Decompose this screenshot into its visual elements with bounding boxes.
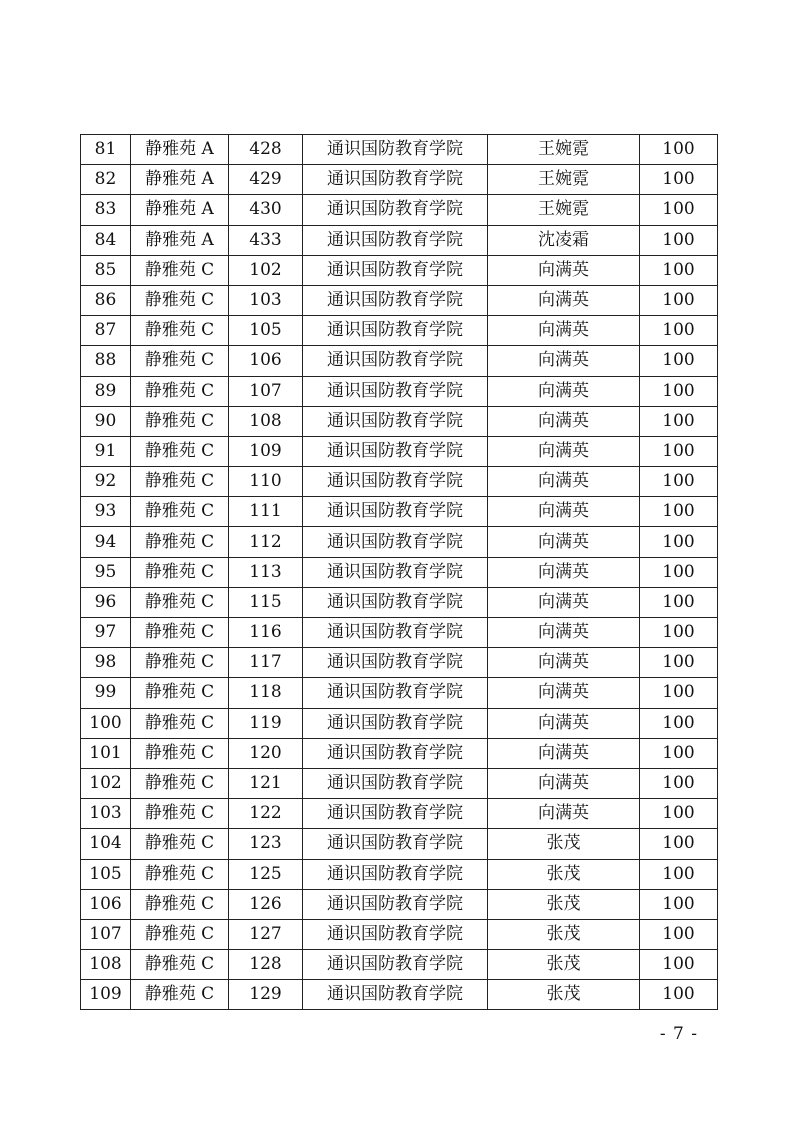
college-cell: 通识国防教育学院 [303, 587, 488, 617]
building-cell: 静雅苑 C [131, 950, 229, 980]
score-cell: 100 [640, 346, 718, 376]
building-cell: 静雅苑 C [131, 829, 229, 859]
room-number-cell: 115 [229, 587, 303, 617]
building-cell: 静雅苑 C [131, 587, 229, 617]
room-number-cell: 102 [229, 255, 303, 285]
inspector-name-cell: 王婉霓 [488, 135, 640, 165]
score-cell: 100 [640, 648, 718, 678]
inspector-name-cell: 向满英 [488, 678, 640, 708]
college-cell: 通识国防教育学院 [303, 467, 488, 497]
score-cell: 100 [640, 829, 718, 859]
page-number: - 7 - [659, 1024, 698, 1044]
college-cell: 通识国防教育学院 [303, 165, 488, 195]
table-row [81, 467, 718, 497]
row-index-cell: 87 [81, 316, 131, 346]
table-row [81, 980, 718, 1010]
score-cell: 100 [640, 135, 718, 165]
row-index-cell: 89 [81, 376, 131, 406]
college-cell: 通识国防教育学院 [303, 406, 488, 436]
score-cell: 100 [640, 587, 718, 617]
room-number-cell: 108 [229, 406, 303, 436]
building-cell: 静雅苑 C [131, 859, 229, 889]
room-number-cell: 429 [229, 165, 303, 195]
inspector-name-cell: 向满英 [488, 799, 640, 829]
score-cell: 100 [640, 738, 718, 768]
building-cell: 静雅苑 C [131, 316, 229, 346]
building-cell: 静雅苑 C [131, 255, 229, 285]
row-index-cell: 84 [81, 225, 131, 255]
college-cell: 通识国防教育学院 [303, 376, 488, 406]
row-index-cell: 90 [81, 406, 131, 436]
inspector-name-cell: 向满英 [488, 406, 640, 436]
table-row [81, 829, 718, 859]
room-number-cell: 122 [229, 799, 303, 829]
room-number-cell: 125 [229, 859, 303, 889]
table-row [81, 587, 718, 617]
room-number-cell: 110 [229, 467, 303, 497]
score-cell: 100 [640, 225, 718, 255]
table-row [81, 255, 718, 285]
row-index-cell: 92 [81, 467, 131, 497]
score-cell: 100 [640, 618, 718, 648]
row-index-cell: 82 [81, 165, 131, 195]
table-row [81, 225, 718, 255]
room-number-cell: 119 [229, 708, 303, 738]
row-index-cell: 95 [81, 557, 131, 587]
row-index-cell: 85 [81, 255, 131, 285]
college-cell: 通识国防教育学院 [303, 889, 488, 919]
row-index-cell: 98 [81, 648, 131, 678]
room-number-cell: 118 [229, 678, 303, 708]
score-cell: 100 [640, 436, 718, 466]
table-row [81, 889, 718, 919]
table-row [81, 708, 718, 738]
table-row [81, 285, 718, 315]
inspector-name-cell: 张茂 [488, 980, 640, 1010]
inspector-name-cell: 向满英 [488, 557, 640, 587]
score-cell: 100 [640, 316, 718, 346]
building-cell: 静雅苑 C [131, 738, 229, 768]
building-cell: 静雅苑 C [131, 436, 229, 466]
inspector-name-cell: 王婉霓 [488, 165, 640, 195]
college-cell: 通识国防教育学院 [303, 980, 488, 1010]
score-cell: 100 [640, 376, 718, 406]
table-row [81, 316, 718, 346]
building-cell: 静雅苑 C [131, 678, 229, 708]
row-index-cell: 81 [81, 135, 131, 165]
score-cell: 100 [640, 708, 718, 738]
inspector-name-cell: 向满英 [488, 768, 640, 798]
college-cell: 通识国防教育学院 [303, 195, 488, 225]
college-cell: 通识国防教育学院 [303, 225, 488, 255]
inspector-name-cell: 向满英 [488, 467, 640, 497]
inspector-name-cell: 向满英 [488, 618, 640, 648]
score-cell: 100 [640, 165, 718, 195]
inspector-name-cell: 向满英 [488, 527, 640, 557]
room-number-cell: 128 [229, 950, 303, 980]
college-cell: 通识国防教育学院 [303, 919, 488, 949]
row-index-cell: 102 [81, 768, 131, 798]
inspector-name-cell: 张茂 [488, 889, 640, 919]
row-index-cell: 104 [81, 829, 131, 859]
row-index-cell: 93 [81, 497, 131, 527]
row-index-cell: 106 [81, 889, 131, 919]
table-row [81, 738, 718, 768]
table-row [81, 165, 718, 195]
table-row [81, 859, 718, 889]
score-cell: 100 [640, 527, 718, 557]
score-cell: 100 [640, 768, 718, 798]
college-cell: 通识国防教育学院 [303, 255, 488, 285]
table-row [81, 557, 718, 587]
building-cell: 静雅苑 C [131, 919, 229, 949]
table-row [81, 346, 718, 376]
row-index-cell: 88 [81, 346, 131, 376]
college-cell: 通识国防教育学院 [303, 648, 488, 678]
room-number-cell: 113 [229, 557, 303, 587]
building-cell: 静雅苑 C [131, 346, 229, 376]
building-cell: 静雅苑 C [131, 618, 229, 648]
room-number-cell: 433 [229, 225, 303, 255]
college-cell: 通识国防教育学院 [303, 768, 488, 798]
table-row [81, 376, 718, 406]
building-cell: 静雅苑 A [131, 195, 229, 225]
inspector-name-cell: 向满英 [488, 255, 640, 285]
room-number-cell: 112 [229, 527, 303, 557]
row-index-cell: 91 [81, 436, 131, 466]
score-cell: 100 [640, 678, 718, 708]
building-cell: 静雅苑 C [131, 285, 229, 315]
building-cell: 静雅苑 C [131, 708, 229, 738]
score-cell: 100 [640, 919, 718, 949]
room-number-cell: 120 [229, 738, 303, 768]
building-cell: 静雅苑 C [131, 467, 229, 497]
row-index-cell: 109 [81, 980, 131, 1010]
college-cell: 通识国防教育学院 [303, 316, 488, 346]
row-index-cell: 96 [81, 587, 131, 617]
inspector-name-cell: 向满英 [488, 346, 640, 376]
room-number-cell: 430 [229, 195, 303, 225]
room-number-cell: 107 [229, 376, 303, 406]
table-row [81, 497, 718, 527]
room-number-cell: 106 [229, 346, 303, 376]
inspector-name-cell: 张茂 [488, 829, 640, 859]
room-number-cell: 123 [229, 829, 303, 859]
score-cell: 100 [640, 950, 718, 980]
building-cell: 静雅苑 C [131, 497, 229, 527]
college-cell: 通识国防教育学院 [303, 618, 488, 648]
room-number-cell: 127 [229, 919, 303, 949]
building-cell: 静雅苑 C [131, 799, 229, 829]
room-number-cell: 121 [229, 768, 303, 798]
score-cell: 100 [640, 980, 718, 1010]
row-index-cell: 103 [81, 799, 131, 829]
table-row [81, 527, 718, 557]
table-row [81, 648, 718, 678]
table-row [81, 799, 718, 829]
room-number-cell: 103 [229, 285, 303, 315]
score-cell: 100 [640, 889, 718, 919]
score-cell: 100 [640, 859, 718, 889]
table-body [81, 135, 718, 1010]
score-cell: 100 [640, 285, 718, 315]
room-number-cell: 428 [229, 135, 303, 165]
room-number-cell: 126 [229, 889, 303, 919]
inspector-name-cell: 向满英 [488, 648, 640, 678]
inspector-name-cell: 王婉霓 [488, 195, 640, 225]
row-index-cell: 99 [81, 678, 131, 708]
inspector-name-cell: 向满英 [488, 708, 640, 738]
college-cell: 通识国防教育学院 [303, 950, 488, 980]
score-cell: 100 [640, 406, 718, 436]
inspector-name-cell: 张茂 [488, 950, 640, 980]
score-cell: 100 [640, 557, 718, 587]
room-number-cell: 116 [229, 618, 303, 648]
college-cell: 通识国防教育学院 [303, 678, 488, 708]
row-index-cell: 83 [81, 195, 131, 225]
building-cell: 静雅苑 C [131, 889, 229, 919]
college-cell: 通识国防教育学院 [303, 859, 488, 889]
table-row [81, 195, 718, 225]
inspector-name-cell: 向满英 [488, 587, 640, 617]
inspector-name-cell: 向满英 [488, 436, 640, 466]
row-index-cell: 101 [81, 738, 131, 768]
room-number-cell: 117 [229, 648, 303, 678]
row-index-cell: 97 [81, 618, 131, 648]
table-row [81, 135, 718, 165]
inspector-name-cell: 向满英 [488, 497, 640, 527]
dormitory-score-table [80, 134, 718, 1010]
building-cell: 静雅苑 A [131, 165, 229, 195]
room-number-cell: 129 [229, 980, 303, 1010]
building-cell: 静雅苑 C [131, 768, 229, 798]
row-index-cell: 100 [81, 708, 131, 738]
inspector-name-cell: 向满英 [488, 285, 640, 315]
table-row [81, 950, 718, 980]
building-cell: 静雅苑 C [131, 648, 229, 678]
row-index-cell: 105 [81, 859, 131, 889]
college-cell: 通识国防教育学院 [303, 829, 488, 859]
college-cell: 通识国防教育学院 [303, 557, 488, 587]
college-cell: 通识国防教育学院 [303, 436, 488, 466]
score-cell: 100 [640, 255, 718, 285]
building-cell: 静雅苑 A [131, 135, 229, 165]
score-cell: 100 [640, 467, 718, 497]
college-cell: 通识国防教育学院 [303, 799, 488, 829]
room-number-cell: 109 [229, 436, 303, 466]
college-cell: 通识国防教育学院 [303, 527, 488, 557]
building-cell: 静雅苑 C [131, 980, 229, 1010]
inspector-name-cell: 向满英 [488, 316, 640, 346]
inspector-name-cell: 张茂 [488, 859, 640, 889]
table-row [81, 406, 718, 436]
row-index-cell: 108 [81, 950, 131, 980]
score-cell: 100 [640, 799, 718, 829]
table-row [81, 678, 718, 708]
row-index-cell: 86 [81, 285, 131, 315]
college-cell: 通识国防教育学院 [303, 497, 488, 527]
building-cell: 静雅苑 C [131, 406, 229, 436]
table-row [81, 768, 718, 798]
inspector-name-cell: 向满英 [488, 738, 640, 768]
building-cell: 静雅苑 A [131, 225, 229, 255]
dormitory-score-table-container [80, 134, 717, 1010]
table-row [81, 618, 718, 648]
college-cell: 通识国防教育学院 [303, 346, 488, 376]
building-cell: 静雅苑 C [131, 557, 229, 587]
college-cell: 通识国防教育学院 [303, 708, 488, 738]
inspector-name-cell: 沈凌霜 [488, 225, 640, 255]
college-cell: 通识国防教育学院 [303, 135, 488, 165]
row-index-cell: 94 [81, 527, 131, 557]
building-cell: 静雅苑 C [131, 527, 229, 557]
inspector-name-cell: 张茂 [488, 919, 640, 949]
score-cell: 100 [640, 195, 718, 225]
college-cell: 通识国防教育学院 [303, 738, 488, 768]
inspector-name-cell: 向满英 [488, 376, 640, 406]
room-number-cell: 111 [229, 497, 303, 527]
score-cell: 100 [640, 497, 718, 527]
college-cell: 通识国防教育学院 [303, 285, 488, 315]
table-row [81, 436, 718, 466]
row-index-cell: 107 [81, 919, 131, 949]
room-number-cell: 105 [229, 316, 303, 346]
building-cell: 静雅苑 C [131, 376, 229, 406]
table-row [81, 919, 718, 949]
